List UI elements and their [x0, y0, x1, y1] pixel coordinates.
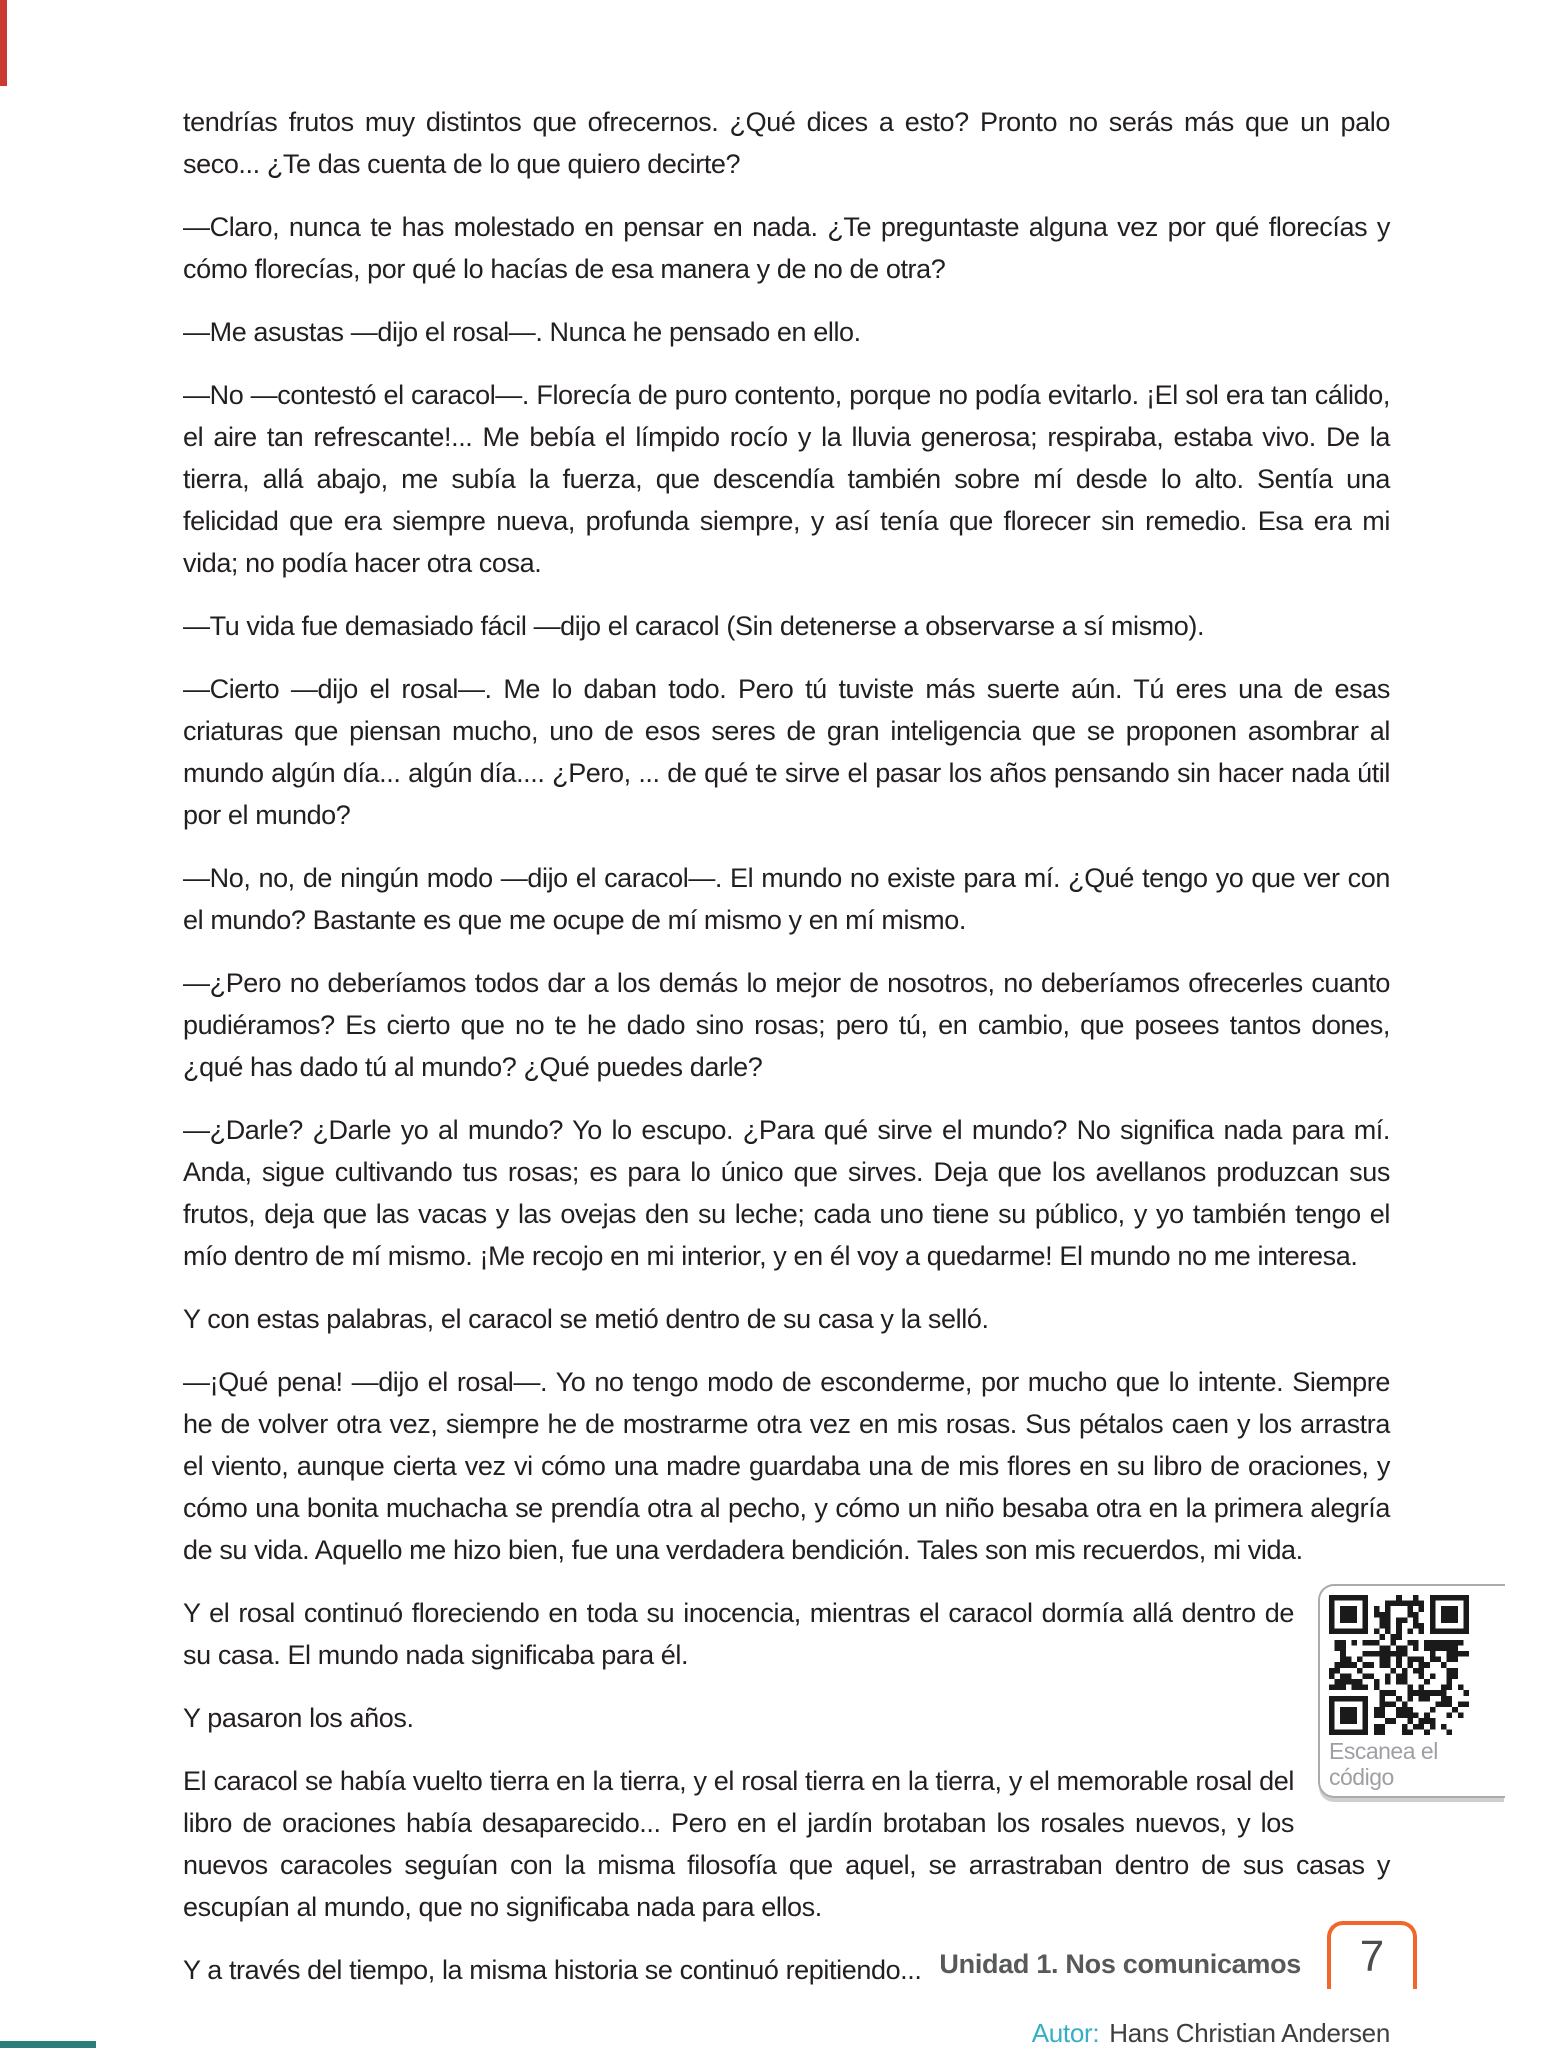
page-edge-teal-bar — [0, 2041, 96, 2048]
author-name: Hans Christian Andersen — [1109, 2018, 1390, 2048]
story-paragraph: —¿Darle? ¿Darle yo al mundo? Yo lo escupo. ¿Para qué sirve el mundo? No significa nada para mí. Anda, sigue cultivando tus rosas; es para lo único que sirves. Deja que los avellanos produzcan sus frutos, deja que las vacas y las ovejas den su leche; cada uno tiene su público, y yo también tengo el mío dentro de mí mismo. ¡Me recojo en mi interior, y en él voy a quedarme! El mundo no me interesa. — [183, 1115, 1390, 1271]
reading-text-column — [183, 101, 1438, 2054]
qr-panel — [1318, 1584, 1505, 1798]
story-paragraph: —¡Qué pena! —dijo el rosal—. Yo no tengo modo de esconderme, por mucho que lo intente. Siempre he de volver otra vez, siempre he de mostrarme otra vez en mis rosas. Sus pétalos caen y los arrastra el viento, aunque cierta vez vi cómo una madre guardaba una de mis flores en su libro de oraciones, y cómo una bonita muchacha se prendía otra al pecho, y cómo un niño besaba otra en la primera alegría de su vida. Aquello me hizo bien, fue una verdadera bendición. Tales son mis recuerdos, mi vida. — [183, 1367, 1390, 1565]
footer-unit-title: Unidad 1. Nos comunicamos — [939, 1948, 1301, 1979]
story-paragraph: —¿Pero no deberíamos todos dar a los demás lo mejor de nosotros, no deberíamos ofrecerles cuanto pudiéramos? Es cierto que no te he dado sino rosas; pero tú, en cambio, que posees tantos dones, ¿qué has dado tú al mundo? ¿Qué puedes darle? — [183, 968, 1390, 1082]
page-footer — [939, 1921, 1417, 1989]
story-paragraph: —No —contestó el caracol—. Florecía de puro contento, porque no podía evitarlo. ¡El sol era tan cálido, el aire tan refrescante!... Me bebía el límpido rocío y la lluvia generosa; respiraba, estaba vivo. De la tierra, allá abajo, me subía la fuerza, que descendía también sobre mí desde lo alto. Sentía una felicidad que era siempre nueva, profunda siempre, y así tenía que florecer sin remedio. Esa era mi vida; no podía hacer otra cosa. — [183, 380, 1390, 578]
story-paragraph: —No, no, de ningún modo —dijo el caracol—. El mundo no existe para mí. ¿Qué tengo yo que ver con el mundo? Bastante es que me ocupe de mí mismo y en mí mismo. — [183, 863, 1390, 935]
author-label: Autor: — [1031, 2018, 1100, 2048]
qr-code-icon — [1329, 1595, 1469, 1735]
story-paragraph: Y a través del tiempo, la misma historia se continuó repitiendo... — [183, 1955, 922, 1985]
page-edge-red-bar — [0, 0, 7, 86]
story-paragraph: Y con estas palabras, el caracol se metió dentro de su casa y la selló. — [183, 1304, 989, 1334]
page-number: 7 — [1359, 1932, 1385, 1981]
story-paragraph: Y el rosal continuó floreciendo en toda su inocencia, mientras el caracol dormía allá dentro de su casa. El mundo nada significaba para él. — [183, 1598, 1294, 1670]
page-number-box — [1327, 1921, 1417, 1989]
qr-caption: Escanea el código — [1329, 1738, 1438, 1790]
story-paragraph: —Me asustas —dijo el rosal—. Nunca he pensado en ello. — [183, 317, 861, 347]
story-paragraph: El caracol se había vuelto tierra en la tierra, y el rosal tierra en la tierra, y el memorable rosal del libro de oraciones había desaparecido... Pero en el jardín brotaban los rosales nuevos, y los nuevos caracoles seguían con la misma filosofía que aquel, se arrastraban dentro de sus casas y escupían al mundo, que no significaba nada para ellos. — [183, 1766, 1390, 1922]
story-paragraph: —Tu vida fue demasiado fácil —dijo el caracol (Sin detenerse a observarse a sí mismo). — [183, 611, 1205, 641]
story-paragraph: tendrías frutos muy distintos que ofrecernos. ¿Qué dices a esto? Pronto no serás más que un palo seco... ¿Te das cuenta de lo que quiero decirte? — [183, 107, 1390, 179]
story-paragraph: Y pasaron los años. — [183, 1703, 414, 1733]
story-paragraph: —Cierto —dijo el rosal—. Me lo daban todo. Pero tú tuviste más suerte aún. Tú eres una de esas criaturas que piensan mucho, uno de esos seres de gran inteligencia que se proponen asombrar al mundo algún día... algún día.... ¿Pero, ... de qué te sirve el pasar los años pensando sin hacer nada útil por el mundo? — [183, 674, 1390, 830]
story-paragraph: —Claro, nunca te has molestado en pensar en nada. ¿Te preguntaste alguna vez por qué florecías y cómo florecías, por qué lo hacías de esa manera y de no de otra? — [183, 212, 1390, 284]
